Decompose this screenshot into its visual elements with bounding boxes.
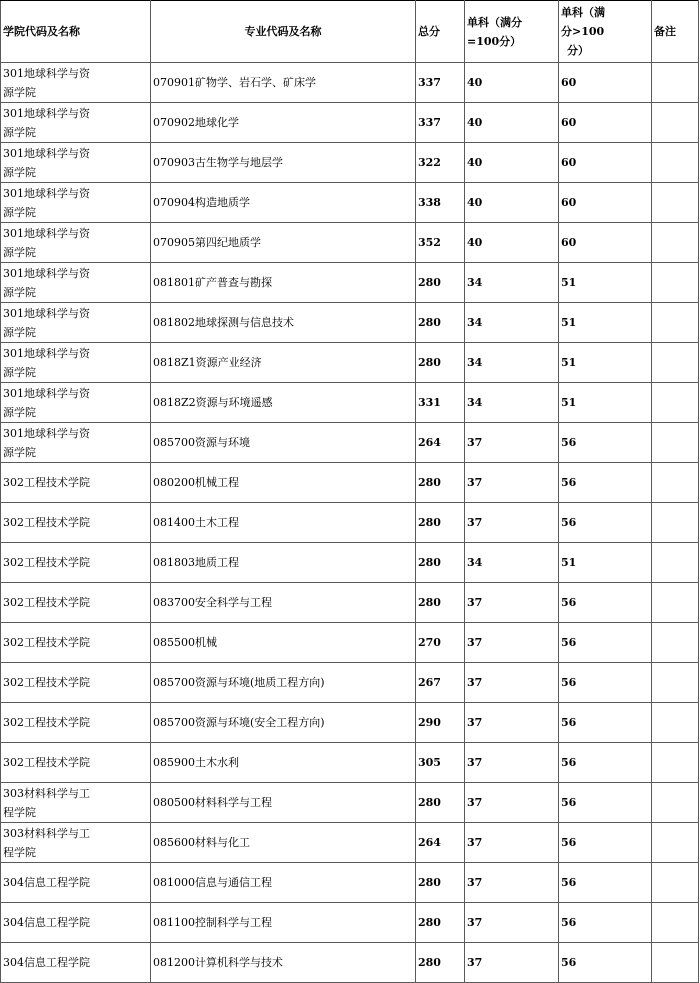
cell-single-100: 34 xyxy=(465,263,559,303)
cell-single-gt-100: 60 xyxy=(559,223,652,263)
cell-single-100: 34 xyxy=(465,343,559,383)
cell-total: 280 xyxy=(416,943,465,983)
cell-single-gt-100: 60 xyxy=(559,183,652,223)
table-row xyxy=(1,103,699,143)
cell-college: 301地球科学与资源学院 xyxy=(1,183,151,223)
cell-college: 302工程技术学院 xyxy=(1,583,151,623)
table-body xyxy=(1,63,699,983)
cell-remark xyxy=(652,743,699,783)
table-row xyxy=(1,703,699,743)
cell-remark xyxy=(652,263,699,303)
cell-major: 080500材料科学与工程 xyxy=(151,783,416,823)
cell-total: 280 xyxy=(416,783,465,823)
cell-remark xyxy=(652,343,699,383)
cell-major: 0818Z1资源产业经济 xyxy=(151,343,416,383)
table-row xyxy=(1,903,699,943)
cell-remark xyxy=(652,863,699,903)
cell-single-100: 34 xyxy=(465,383,559,423)
cell-total: 270 xyxy=(416,623,465,663)
cell-single-100: 37 xyxy=(465,903,559,943)
cell-major: 081100控制科学与工程 xyxy=(151,903,416,943)
cell-major: 083700安全科学与工程 xyxy=(151,583,416,623)
header-single-gt-100-line3: 分） xyxy=(567,44,589,57)
cell-college: 302工程技术学院 xyxy=(1,743,151,783)
table-row xyxy=(1,303,699,343)
cell-college: 301地球科学与资源学院 xyxy=(1,343,151,383)
header-single-100-line1: 单科（满分 xyxy=(467,15,522,29)
cell-single-100: 34 xyxy=(465,543,559,583)
cell-major: 070902地球化学 xyxy=(151,103,416,143)
cell-remark xyxy=(652,823,699,863)
cell-total: 264 xyxy=(416,423,465,463)
cell-single-100: 37 xyxy=(465,823,559,863)
cell-major: 085700资源与环境(地质工程方向) xyxy=(151,663,416,703)
cell-college: 301地球科学与资源学院 xyxy=(1,383,151,423)
cell-single-gt-100: 56 xyxy=(559,863,652,903)
table-row xyxy=(1,63,699,103)
cell-college: 301地球科学与资源学院 xyxy=(1,63,151,103)
cell-total: 305 xyxy=(416,743,465,783)
cell-total: 264 xyxy=(416,823,465,863)
table-row xyxy=(1,743,699,783)
cell-college: 301地球科学与资源学院 xyxy=(1,423,151,463)
cell-major: 085500机械 xyxy=(151,623,416,663)
cell-single-gt-100: 56 xyxy=(559,623,652,663)
table-row xyxy=(1,623,699,663)
header-single-gt-100 xyxy=(559,1,652,63)
cell-remark xyxy=(652,143,699,183)
cell-total: 280 xyxy=(416,303,465,343)
table-header-row xyxy=(1,1,699,63)
cell-major: 085900土木水利 xyxy=(151,743,416,783)
header-remark: 备注 xyxy=(652,1,699,63)
cell-remark xyxy=(652,623,699,663)
header-single-gt-100-line2: 分>100 xyxy=(561,25,605,38)
cell-remark xyxy=(652,423,699,463)
table-row xyxy=(1,343,699,383)
cell-major: 081802地球探测与信息技术 xyxy=(151,303,416,343)
cell-remark xyxy=(652,183,699,223)
cell-single-100: 40 xyxy=(465,223,559,263)
cell-single-100: 37 xyxy=(465,583,559,623)
cell-remark xyxy=(652,663,699,703)
cell-major: 0818Z2资源与环境遥感 xyxy=(151,383,416,423)
cell-single-100: 37 xyxy=(465,423,559,463)
cell-college: 303材料科学与工程学院 xyxy=(1,823,151,863)
cell-single-gt-100: 56 xyxy=(559,943,652,983)
cell-single-gt-100: 56 xyxy=(559,703,652,743)
header-college: 学院代码及名称 xyxy=(1,1,151,63)
cell-college: 302工程技术学院 xyxy=(1,503,151,543)
cell-college: 301地球科学与资源学院 xyxy=(1,263,151,303)
cell-single-100: 37 xyxy=(465,743,559,783)
cell-remark xyxy=(652,463,699,503)
cell-total: 280 xyxy=(416,903,465,943)
cell-college: 301地球科学与资源学院 xyxy=(1,303,151,343)
cell-single-100: 37 xyxy=(465,463,559,503)
table-row xyxy=(1,823,699,863)
cell-college: 304信息工程学院 xyxy=(1,903,151,943)
header-single-gt-100-line1: 单科（满 xyxy=(561,6,605,19)
cell-single-gt-100: 56 xyxy=(559,903,652,943)
cell-remark xyxy=(652,503,699,543)
cell-college: 302工程技术学院 xyxy=(1,543,151,583)
cell-major: 080200机械工程 xyxy=(151,463,416,503)
header-single-100 xyxy=(465,1,559,63)
cell-single-gt-100: 60 xyxy=(559,143,652,183)
cell-college: 302工程技术学院 xyxy=(1,463,151,503)
cell-college: 303材料科学与工程学院 xyxy=(1,783,151,823)
cell-single-100: 37 xyxy=(465,863,559,903)
cell-total: 322 xyxy=(416,143,465,183)
cell-total: 338 xyxy=(416,183,465,223)
cell-single-gt-100: 56 xyxy=(559,783,652,823)
cell-remark xyxy=(652,703,699,743)
table-row xyxy=(1,223,699,263)
cell-major: 081200计算机科学与技术 xyxy=(151,943,416,983)
cell-total: 280 xyxy=(416,503,465,543)
cell-single-100: 37 xyxy=(465,663,559,703)
table-row xyxy=(1,183,699,223)
cell-single-gt-100: 56 xyxy=(559,423,652,463)
cell-college: 304信息工程学院 xyxy=(1,943,151,983)
cell-single-gt-100: 56 xyxy=(559,663,652,703)
cell-college: 301地球科学与资源学院 xyxy=(1,143,151,183)
cell-major: 085700资源与环境 xyxy=(151,423,416,463)
table-row xyxy=(1,783,699,823)
cell-major: 070903古生物学与地层学 xyxy=(151,143,416,183)
cell-college: 302工程技术学院 xyxy=(1,623,151,663)
cell-major: 081000信息与通信工程 xyxy=(151,863,416,903)
cell-remark xyxy=(652,103,699,143)
cell-single-gt-100: 51 xyxy=(559,263,652,303)
cell-single-100: 40 xyxy=(465,63,559,103)
table-row xyxy=(1,463,699,503)
cell-single-gt-100: 56 xyxy=(559,503,652,543)
cell-total: 290 xyxy=(416,703,465,743)
cell-remark xyxy=(652,943,699,983)
cell-remark xyxy=(652,583,699,623)
cell-major: 081803地质工程 xyxy=(151,543,416,583)
table-row xyxy=(1,663,699,703)
cell-major: 085600材料与化工 xyxy=(151,823,416,863)
table-row xyxy=(1,583,699,623)
table-row xyxy=(1,943,699,983)
cell-single-gt-100: 51 xyxy=(559,383,652,423)
cell-single-100: 37 xyxy=(465,943,559,983)
cell-single-gt-100: 56 xyxy=(559,823,652,863)
cell-single-100: 40 xyxy=(465,143,559,183)
cell-single-100: 40 xyxy=(465,103,559,143)
cell-college: 301地球科学与资源学院 xyxy=(1,103,151,143)
header-total: 总分 xyxy=(416,1,465,63)
table-row xyxy=(1,543,699,583)
cell-single-gt-100: 60 xyxy=(559,103,652,143)
header-major: 专业代码及名称 xyxy=(151,1,416,63)
cell-total: 331 xyxy=(416,383,465,423)
cell-single-gt-100: 56 xyxy=(559,463,652,503)
cell-major: 070901矿物学、岩石学、矿床学 xyxy=(151,63,416,103)
cell-single-100: 37 xyxy=(465,503,559,543)
cell-college: 302工程技术学院 xyxy=(1,663,151,703)
cell-major: 070904构造地质学 xyxy=(151,183,416,223)
cell-total: 337 xyxy=(416,103,465,143)
cell-remark xyxy=(652,303,699,343)
table-row xyxy=(1,263,699,303)
cell-single-gt-100: 51 xyxy=(559,343,652,383)
cell-remark xyxy=(652,383,699,423)
cell-major: 081400土木工程 xyxy=(151,503,416,543)
cell-total: 280 xyxy=(416,463,465,503)
cell-single-gt-100: 51 xyxy=(559,543,652,583)
cell-total: 267 xyxy=(416,663,465,703)
cell-college: 302工程技术学院 xyxy=(1,703,151,743)
table-row xyxy=(1,863,699,903)
cell-major: 085700资源与环境(安全工程方向) xyxy=(151,703,416,743)
cell-college: 301地球科学与资源学院 xyxy=(1,223,151,263)
cell-major: 070905第四纪地质学 xyxy=(151,223,416,263)
cell-total: 280 xyxy=(416,263,465,303)
cell-single-100: 34 xyxy=(465,303,559,343)
cell-single-gt-100: 60 xyxy=(559,63,652,103)
cell-total: 280 xyxy=(416,543,465,583)
cell-single-100: 37 xyxy=(465,623,559,663)
cell-single-100: 37 xyxy=(465,783,559,823)
cell-remark xyxy=(652,63,699,103)
cell-remark xyxy=(652,903,699,943)
cell-total: 280 xyxy=(416,343,465,383)
cell-single-gt-100: 56 xyxy=(559,743,652,783)
cell-total: 337 xyxy=(416,63,465,103)
header-single-100-line2: =100分） xyxy=(467,34,522,48)
cell-single-gt-100: 51 xyxy=(559,303,652,343)
cell-remark xyxy=(652,783,699,823)
cell-single-100: 37 xyxy=(465,703,559,743)
cell-total: 352 xyxy=(416,223,465,263)
table-row xyxy=(1,383,699,423)
table-row xyxy=(1,503,699,543)
table-row xyxy=(1,143,699,183)
table-row xyxy=(1,423,699,463)
cell-single-100: 40 xyxy=(465,183,559,223)
cell-single-gt-100: 56 xyxy=(559,583,652,623)
cell-remark xyxy=(652,223,699,263)
cell-remark xyxy=(652,543,699,583)
cell-major: 081801矿产普查与勘探 xyxy=(151,263,416,303)
cell-total: 280 xyxy=(416,863,465,903)
cell-college: 304信息工程学院 xyxy=(1,863,151,903)
cell-total: 280 xyxy=(416,583,465,623)
